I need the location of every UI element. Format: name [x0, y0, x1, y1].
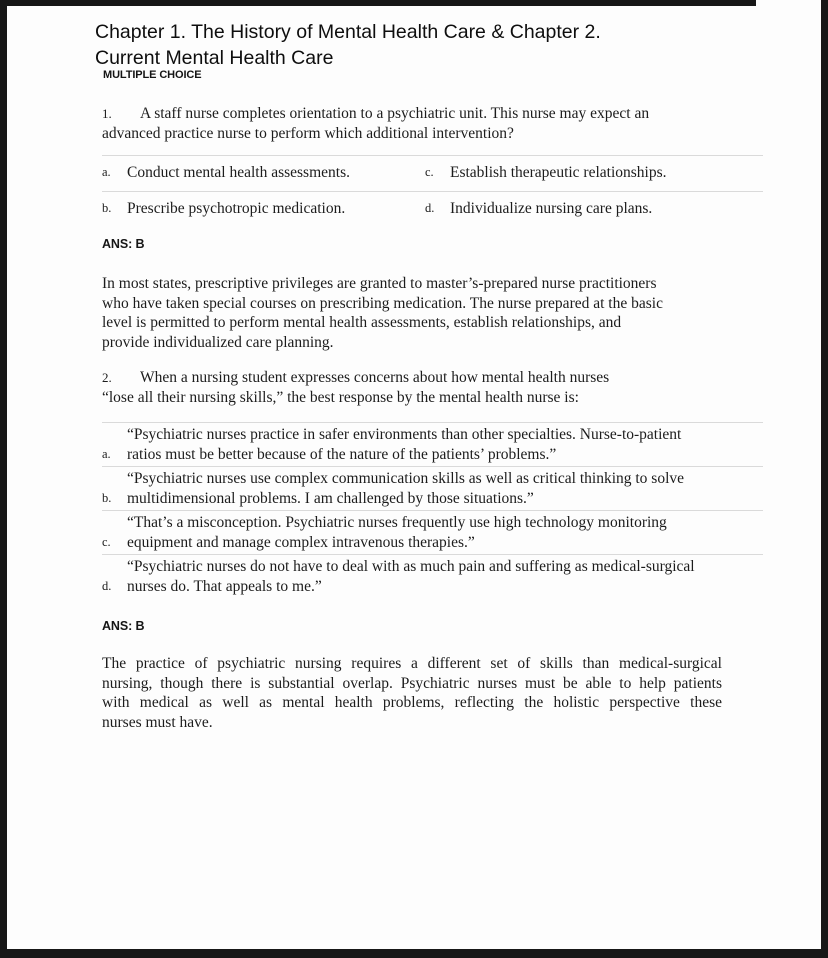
rationale-line: who have taken special courses on prescribing medication. The nurse prepared at the basic — [102, 294, 663, 312]
option-text-d: Individualize nursing care plans. — [450, 191, 763, 227]
question-2-stem-line-1 — [102, 368, 757, 388]
question-1-answer: ANS: B — [102, 237, 145, 251]
question-1-stem — [102, 104, 757, 143]
question-2-options — [102, 422, 763, 598]
option-row-a — [102, 422, 763, 466]
question-1-number: 1. — [102, 106, 112, 121]
option-letter-b: b. — [102, 490, 112, 505]
option-text-line: ratios must be better because of the nature of the patients’ problems.” — [127, 445, 557, 463]
page-title — [95, 19, 755, 71]
option-text-a: Conduct mental health assessments. — [127, 155, 425, 191]
option-text-line: multidimensional problems. I am challenged by those situations.” — [127, 489, 534, 507]
option-text-c — [127, 513, 763, 552]
option-text-c: Establish therapeutic relationships. — [450, 155, 763, 191]
option-text-line: “Psychiatric nurses use complex communication skills as well as critical thinking to solve — [127, 470, 685, 487]
rationale-line: In most states, prescriptive privileges are granted to master’s-prepared nurse practitioners — [102, 275, 657, 292]
option-text-a — [127, 425, 763, 464]
option-letter-a: a. — [102, 446, 111, 461]
question-1-rationale — [102, 274, 762, 352]
option-letter-d: d. — [425, 191, 450, 227]
question-2-stem — [102, 368, 757, 407]
section-label: MULTIPLE CHOICE — [103, 69, 202, 81]
option-text-line: “Psychiatric nurses do not have to deal with as much pain and suffering as medical-surgical — [127, 558, 695, 575]
option-text-b: Prescribe psychotropic medication. — [127, 191, 425, 227]
rationale-line: level is permitted to perform mental health assessments, establish relationships, and — [102, 314, 622, 331]
page-title-line-2: Current Mental Health Care — [95, 47, 334, 69]
page-title-line-1: Chapter 1. The History of Mental Health Care & Chapter 2. — [95, 21, 601, 43]
question-2-stem-text: When a nursing student expresses concerns about how mental health nurses — [140, 369, 610, 386]
option-row-b — [102, 466, 763, 510]
option-letter-a: a. — [102, 155, 127, 191]
rationale-line: with medical as well as mental health problems, reflecting the holistic perspective these — [102, 694, 722, 711]
option-letter-d: d. — [102, 578, 112, 593]
option-text-b — [127, 469, 763, 508]
question-1-options — [102, 155, 763, 226]
rationale-line: nursing, though there is substantial overlap. Psychiatric nurses must be able to help patients — [102, 674, 722, 692]
rationale-line: The practice of psychiatric nursing requires a different set of skills than medical-surgical — [102, 655, 722, 672]
question-1-stem-line-1 — [102, 104, 757, 124]
option-letter-c: c. — [425, 155, 450, 191]
option-text-line: “That’s a misconception. Psychiatric nurses frequently use high technology monitoring — [127, 514, 667, 531]
question-2-answer: ANS: B — [102, 619, 145, 633]
option-letter-b: b. — [102, 191, 127, 227]
option-text-line: nurses do. That appeals to me.” — [127, 577, 322, 595]
question-2-rationale — [102, 654, 722, 732]
option-letter-c: c. — [102, 534, 111, 549]
option-row-d — [102, 554, 763, 598]
question-1-stem-line-2: advanced practice nurse to perform which additional intervention? — [102, 124, 514, 142]
option-text-d — [127, 557, 763, 596]
question-2-number: 2. — [102, 370, 112, 385]
rationale-line: nurses must have. — [102, 713, 213, 731]
option-text-line: “Psychiatric nurses practice in safer environments than other specialties. Nurse-to-patient — [127, 426, 682, 443]
question-2-stem-line-2: “lose all their nursing skills,” the best response by the mental health nurse is: — [102, 388, 579, 406]
option-row-c — [102, 510, 763, 554]
option-text-line: equipment and manage complex intravenous therapies.” — [127, 533, 475, 551]
rationale-line: provide individualized care planning. — [102, 333, 334, 351]
question-1-stem-text: A staff nurse completes orientation to a psychiatric unit. This nurse may expect an — [140, 105, 650, 122]
page-top-edge — [756, 0, 821, 6]
